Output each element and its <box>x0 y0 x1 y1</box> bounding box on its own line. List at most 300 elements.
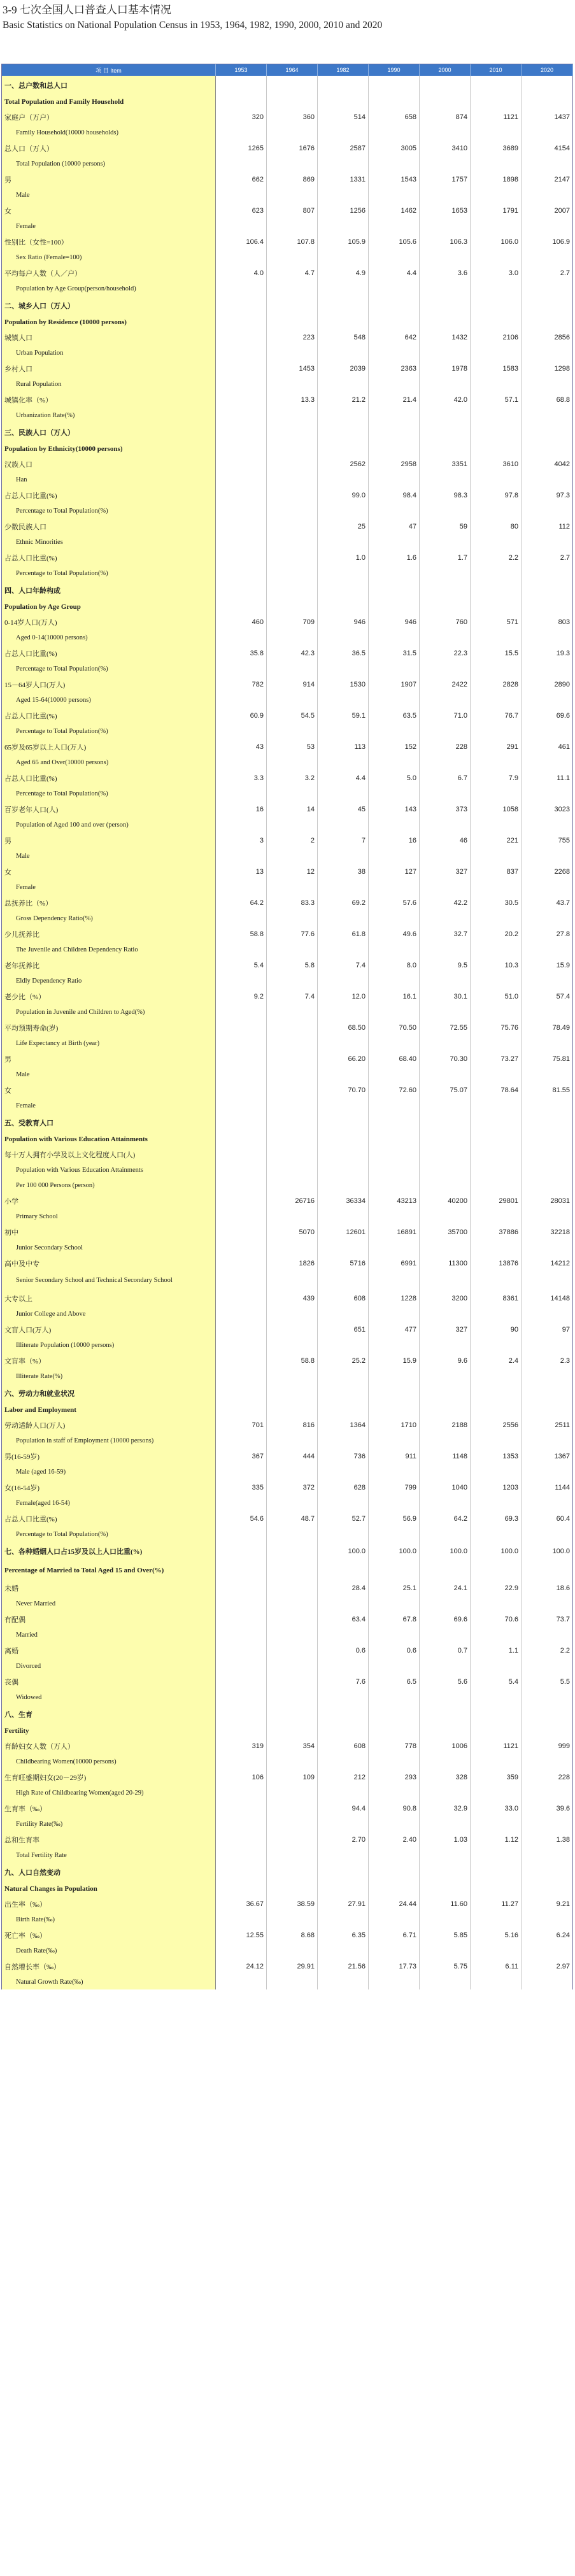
cell-value <box>471 1132 522 1146</box>
row-label: 城镇人口 <box>2 329 216 345</box>
table-row <box>2 1927 573 1943</box>
cell-value: 799 <box>369 1479 420 1495</box>
cell-value: 69.3 <box>471 1511 522 1526</box>
table-row <box>2 1738 573 1754</box>
cell-value: 24.12 <box>216 1958 267 1974</box>
cell-value <box>318 1306 369 1321</box>
table-row <box>2 1224 573 1240</box>
cell-value <box>318 1113 369 1132</box>
cell-value: 1653 <box>420 203 471 218</box>
cell-value <box>369 250 420 265</box>
cell-value <box>267 1113 318 1132</box>
cell-value <box>369 911 420 926</box>
table-row <box>2 1754 573 1769</box>
cell-value <box>471 345 522 360</box>
cell-value <box>216 1240 267 1255</box>
cell-value <box>216 786 267 801</box>
cell-value: 11.27 <box>471 1896 522 1912</box>
table-row <box>2 614 573 630</box>
row-label: Male (aged 16-59) <box>2 1464 216 1479</box>
cell-value: 2562 <box>318 456 369 472</box>
cell-value: 6991 <box>369 1255 420 1271</box>
header-year-2010: 2010 <box>471 64 522 76</box>
cell-value: 10.3 <box>471 957 522 973</box>
table-row <box>2 218 573 234</box>
cell-value <box>216 1863 267 1882</box>
cell-value: 143 <box>369 801 420 817</box>
cell-value <box>369 95 420 109</box>
table-row <box>2 456 573 472</box>
cell-value <box>471 76 522 95</box>
cell-value <box>318 1495 369 1511</box>
cell-value <box>369 76 420 95</box>
table-row <box>2 817 573 832</box>
row-label: Gross Dependency Ratio(%) <box>2 911 216 926</box>
table-row <box>2 676 573 692</box>
cell-value <box>318 1146 369 1162</box>
row-label: Birth Rate(‰) <box>2 1912 216 1927</box>
cell-value <box>471 1337 522 1353</box>
cell-value: 18.6 <box>522 1580 573 1596</box>
cell-value <box>420 1240 471 1255</box>
cell-value: 5.5 <box>522 1674 573 1690</box>
cell-value: 3610 <box>471 456 522 472</box>
cell-value <box>267 534 318 550</box>
cell-value: 32.7 <box>420 926 471 942</box>
cell-value <box>318 1337 369 1353</box>
cell-value <box>471 1754 522 1769</box>
cell-value <box>522 848 573 864</box>
row-label: 乡村人口 <box>2 360 216 376</box>
cell-value <box>318 76 369 95</box>
cell-value <box>369 786 420 801</box>
cell-value: 8361 <box>471 1290 522 1306</box>
row-label: Illiterate Population (10000 persons) <box>2 1337 216 1353</box>
cell-value: 15.9 <box>522 957 573 973</box>
row-label: Natural Changes in Population <box>2 1882 216 1896</box>
table-row <box>2 973 573 988</box>
cell-value <box>522 1098 573 1113</box>
cell-value: 5716 <box>318 1255 369 1271</box>
cell-value: 1978 <box>420 360 471 376</box>
cell-value <box>318 879 369 895</box>
cell-value: 45 <box>318 801 369 817</box>
cell-value: 11.60 <box>420 1896 471 1912</box>
cell-value <box>471 879 522 895</box>
cell-value: 778 <box>369 1738 420 1754</box>
cell-value <box>216 1178 267 1193</box>
cell-value: 2.2 <box>522 1642 573 1658</box>
row-label: 总人口（万人） <box>2 140 216 156</box>
cell-value <box>369 1847 420 1863</box>
cell-value <box>318 1178 369 1193</box>
cell-value: 75.81 <box>522 1051 573 1067</box>
table-row <box>2 1337 573 1353</box>
table-row <box>2 739 573 755</box>
cell-value <box>420 1271 471 1290</box>
cell-value: 72.55 <box>420 1020 471 1035</box>
cell-value <box>522 534 573 550</box>
row-label: 自然增长率（‰） <box>2 1958 216 1974</box>
cell-value <box>216 879 267 895</box>
cell-value: 73.27 <box>471 1051 522 1067</box>
table-row <box>2 503 573 518</box>
cell-value: 9.2 <box>216 988 267 1004</box>
cell-value: 1543 <box>369 171 420 187</box>
cell-value <box>216 1832 267 1847</box>
cell-value: 4042 <box>522 456 573 472</box>
cell-value: 1.1 <box>471 1642 522 1658</box>
cell-value <box>216 281 267 296</box>
cell-value: 1040 <box>420 1479 471 1495</box>
cell-value <box>369 661 420 676</box>
cell-value: 105.9 <box>318 234 369 250</box>
cell-value: 6.7 <box>420 770 471 786</box>
table-row <box>2 1353 573 1369</box>
cell-value <box>420 786 471 801</box>
cell-value: 97.8 <box>471 487 522 503</box>
row-label: 家庭户（万户） <box>2 109 216 125</box>
cell-value <box>471 1209 522 1224</box>
row-label: Death Rate(‰) <box>2 1943 216 1958</box>
table-row <box>2 1847 573 1863</box>
cell-value: 2 <box>267 832 318 848</box>
cell-value <box>267 1082 318 1098</box>
cell-value: 5.8 <box>267 957 318 973</box>
cell-value: 90.8 <box>369 1800 420 1816</box>
cell-value: 608 <box>318 1738 369 1754</box>
cell-value <box>420 296 471 315</box>
cell-value <box>216 1495 267 1511</box>
cell-value <box>369 1464 420 1479</box>
cell-value <box>522 1035 573 1051</box>
cell-value <box>318 187 369 203</box>
cell-value <box>318 1863 369 1882</box>
cell-value <box>216 534 267 550</box>
cell-value <box>522 1495 573 1511</box>
cell-value <box>318 1035 369 1051</box>
cell-value <box>522 692 573 708</box>
cell-value: 914 <box>267 676 318 692</box>
cell-value <box>420 76 471 95</box>
cell-value: 59 <box>420 518 471 534</box>
cell-value: 608 <box>318 1290 369 1306</box>
cell-value <box>267 1832 318 1847</box>
table-row <box>2 581 573 600</box>
cell-value: 874 <box>420 109 471 125</box>
table-row <box>2 942 573 957</box>
cell-value: 63.5 <box>369 708 420 723</box>
cell-value <box>216 566 267 581</box>
cell-value <box>471 1658 522 1674</box>
row-label: 占总人口比重(%) <box>2 645 216 661</box>
cell-value <box>471 1495 522 1511</box>
cell-value <box>267 1658 318 1674</box>
cell-value: 514 <box>318 109 369 125</box>
cell-value: 57.4 <box>522 988 573 1004</box>
cell-value <box>420 1526 471 1542</box>
cell-value <box>267 1705 318 1724</box>
cell-value: 3 <box>216 832 267 848</box>
cell-value <box>216 942 267 957</box>
cell-value <box>471 1816 522 1832</box>
cell-value <box>216 1067 267 1082</box>
cell-value: 90 <box>471 1321 522 1337</box>
cell-value <box>420 125 471 140</box>
table-row <box>2 140 573 156</box>
cell-value <box>369 1067 420 1082</box>
table-row <box>2 550 573 566</box>
table-row <box>2 315 573 329</box>
row-label: Female <box>2 218 216 234</box>
cell-value <box>267 661 318 676</box>
cell-value <box>216 1526 267 1542</box>
cell-value <box>267 973 318 988</box>
cell-value: 1757 <box>420 171 471 187</box>
cell-value: 27.91 <box>318 1896 369 1912</box>
cell-value <box>267 692 318 708</box>
cell-value: 5.0 <box>369 770 420 786</box>
cell-value <box>216 1051 267 1067</box>
row-label: Aged 15-64(10000 persons) <box>2 692 216 708</box>
row-label: Percentage to Total Population(%) <box>2 566 216 581</box>
row-label: Male <box>2 1067 216 1082</box>
table-row <box>2 281 573 296</box>
table-row <box>2 1690 573 1705</box>
cell-value <box>216 1561 267 1580</box>
cell-value: 1583 <box>471 360 522 376</box>
cell-value <box>369 408 420 423</box>
cell-value <box>471 376 522 392</box>
section-heading: 三、民族人口（万人） <box>2 423 216 442</box>
cell-value: 1148 <box>420 1448 471 1464</box>
cell-value: 1058 <box>471 801 522 817</box>
cell-value <box>369 1627 420 1642</box>
cell-value <box>216 1882 267 1896</box>
cell-value: 1144 <box>522 1479 573 1495</box>
cell-value: 7.6 <box>318 1674 369 1690</box>
cell-value: 439 <box>267 1290 318 1306</box>
row-label: Fertility <box>2 1724 216 1738</box>
cell-value: 31.5 <box>369 645 420 661</box>
cell-value <box>216 1306 267 1321</box>
row-label: 汉族人口 <box>2 456 216 472</box>
row-label: 占总人口比重(%) <box>2 550 216 566</box>
table-row <box>2 376 573 392</box>
table-row <box>2 329 573 345</box>
cell-value <box>522 1403 573 1417</box>
cell-value <box>369 423 420 442</box>
cell-value: 16 <box>216 801 267 817</box>
cell-value <box>522 581 573 600</box>
row-label: 占总人口比重(%) <box>2 487 216 503</box>
cell-value: 70.50 <box>369 1020 420 1035</box>
row-label: 65岁及65岁以上人口(万人) <box>2 739 216 755</box>
cell-value <box>216 156 267 171</box>
cell-value <box>471 1705 522 1724</box>
cell-value <box>267 281 318 296</box>
table-row <box>2 1642 573 1658</box>
table-title-en: Basic Statistics on National Population Census in 1953, 1964, 1982, 1990, 2000, 2010 and 2020 <box>3 20 383 31</box>
cell-value <box>267 487 318 503</box>
cell-value: 36.5 <box>318 645 369 661</box>
cell-value: 25 <box>318 518 369 534</box>
cell-value <box>522 973 573 988</box>
cell-value <box>267 1162 318 1178</box>
cell-value <box>318 1240 369 1255</box>
cell-value <box>267 1800 318 1816</box>
row-label: High Rate of Childbearing Women(aged 20-29) <box>2 1785 216 1800</box>
cell-value <box>471 817 522 832</box>
cell-value <box>216 392 267 408</box>
header-item: 项 目 Item <box>2 64 216 76</box>
cell-value <box>420 1098 471 1113</box>
cell-value <box>420 1882 471 1896</box>
cell-value <box>216 76 267 95</box>
cell-value: 372 <box>267 1479 318 1495</box>
cell-value <box>369 1974 420 1989</box>
cell-value <box>369 1162 420 1178</box>
cell-value <box>522 1464 573 1479</box>
cell-value: 127 <box>369 864 420 879</box>
cell-value: 59.1 <box>318 708 369 723</box>
cell-value <box>318 630 369 645</box>
cell-value: 3005 <box>369 140 420 156</box>
cell-value <box>267 423 318 442</box>
cell-value <box>216 1800 267 1816</box>
cell-value: 1898 <box>471 171 522 187</box>
cell-value: 6.71 <box>369 1927 420 1943</box>
cell-value <box>420 1162 471 1178</box>
cell-value: 5070 <box>267 1224 318 1240</box>
cell-value: 1256 <box>318 203 369 218</box>
cell-value: 4.7 <box>267 265 318 281</box>
cell-value <box>420 1495 471 1511</box>
cell-value: 33.0 <box>471 1800 522 1816</box>
cell-value: 49.6 <box>369 926 420 942</box>
cell-value <box>267 95 318 109</box>
cell-value <box>522 1132 573 1146</box>
cell-value: 19.3 <box>522 645 573 661</box>
cell-value <box>267 187 318 203</box>
cell-value: 807 <box>267 203 318 218</box>
cell-value <box>369 1754 420 1769</box>
table-row <box>2 1306 573 1321</box>
cell-value: 2.70 <box>318 1832 369 1847</box>
cell-value: 662 <box>216 171 267 187</box>
row-label: Percentage of Married to Total Aged 15 and Over(%) <box>2 1561 216 1580</box>
cell-value <box>216 1943 267 1958</box>
cell-value <box>318 692 369 708</box>
row-label: 文盲率（%） <box>2 1353 216 1369</box>
row-label: 少数民族人口 <box>2 518 216 534</box>
cell-value <box>369 472 420 487</box>
cell-value <box>216 692 267 708</box>
cell-value: 61.8 <box>318 926 369 942</box>
cell-value <box>216 95 267 109</box>
table-row <box>2 1526 573 1542</box>
row-label: Fertility Rate(‰) <box>2 1816 216 1832</box>
cell-value: 221 <box>471 832 522 848</box>
cell-value <box>216 1674 267 1690</box>
cell-value <box>216 817 267 832</box>
cell-value: 26716 <box>267 1193 318 1209</box>
cell-value <box>369 566 420 581</box>
cell-value <box>216 911 267 926</box>
cell-value <box>369 1433 420 1448</box>
cell-value: 5.6 <box>420 1674 471 1690</box>
table-row <box>2 1193 573 1209</box>
table-row <box>2 1255 573 1271</box>
table-row <box>2 1611 573 1627</box>
cell-value <box>471 1403 522 1417</box>
cell-value: 16 <box>369 832 420 848</box>
table-row <box>2 187 573 203</box>
cell-value <box>318 1561 369 1580</box>
cell-value <box>420 1690 471 1705</box>
cell-value <box>267 600 318 614</box>
cell-value <box>522 281 573 296</box>
cell-value <box>318 1384 369 1403</box>
cell-value: 571 <box>471 614 522 630</box>
row-label: 性别比（女性=100） <box>2 234 216 250</box>
row-label: 初中 <box>2 1224 216 1240</box>
cell-value <box>216 723 267 739</box>
row-label: Rural Population <box>2 376 216 392</box>
cell-value <box>369 1526 420 1542</box>
cell-value <box>267 315 318 329</box>
row-label: Male <box>2 848 216 864</box>
section-heading: 六、劳动力和就业状况 <box>2 1384 216 1403</box>
cell-value: 2.2 <box>471 550 522 566</box>
table-row <box>2 1035 573 1051</box>
cell-value: 803 <box>522 614 573 630</box>
cell-value <box>471 1526 522 1542</box>
cell-value <box>420 250 471 265</box>
cell-value <box>522 1658 573 1674</box>
cell-value <box>471 1035 522 1051</box>
cell-value <box>420 630 471 645</box>
cell-value <box>216 1321 267 1337</box>
table-row <box>2 1433 573 1448</box>
cell-value <box>471 1724 522 1738</box>
cell-value <box>522 95 573 109</box>
table-row <box>2 770 573 786</box>
cell-value <box>318 1596 369 1611</box>
row-label: Labor and Employment <box>2 1403 216 1417</box>
cell-value <box>471 1162 522 1178</box>
cell-value: 1676 <box>267 140 318 156</box>
cell-value <box>216 1035 267 1051</box>
cell-value <box>420 156 471 171</box>
cell-value <box>318 973 369 988</box>
cell-value: 68.40 <box>369 1051 420 1067</box>
cell-value: 1.7 <box>420 550 471 566</box>
table-row <box>2 1832 573 1847</box>
cell-value <box>471 600 522 614</box>
cell-value <box>522 1209 573 1224</box>
table-row <box>2 171 573 187</box>
cell-value: 837 <box>471 864 522 879</box>
cell-value <box>267 1403 318 1417</box>
cell-value: 3.2 <box>267 770 318 786</box>
table-row <box>2 645 573 661</box>
row-label: Total Fertility Rate <box>2 1847 216 1863</box>
table-row <box>2 1863 573 1882</box>
cell-value <box>420 1067 471 1082</box>
cell-value: 223 <box>267 329 318 345</box>
cell-value <box>522 1067 573 1082</box>
